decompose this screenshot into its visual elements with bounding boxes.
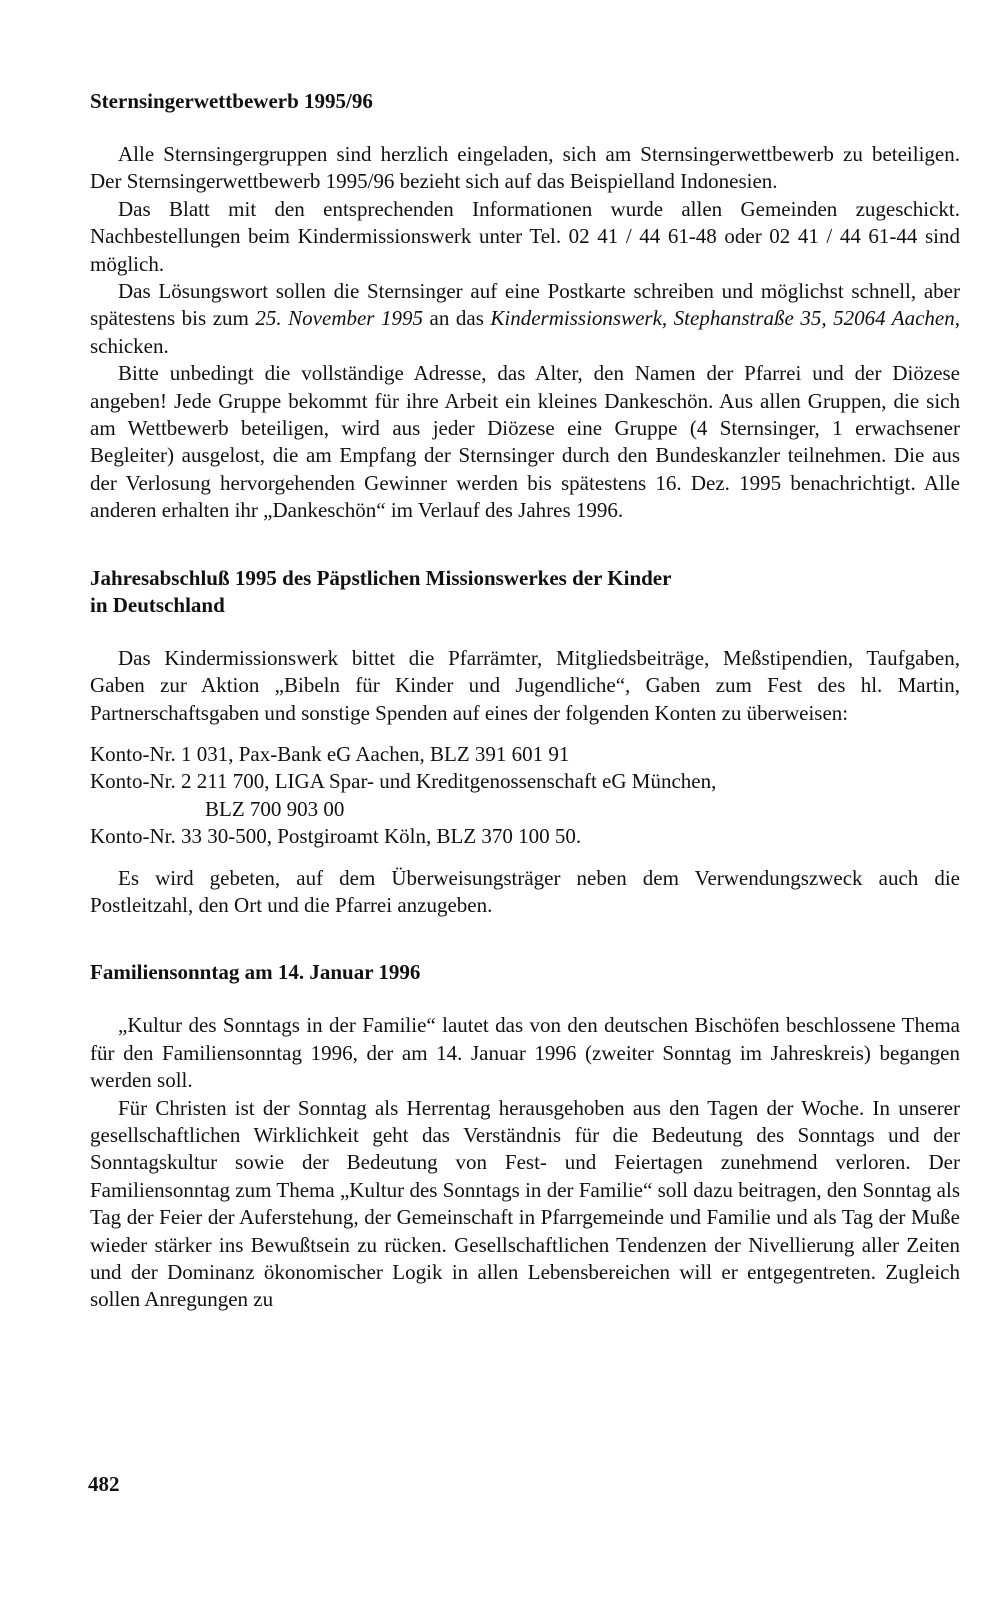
bank-account: Konto-Nr. 1 031, Pax-Bank eG Aachen, BLZ 391 601 91 [90, 741, 570, 766]
section-sternsingerwettbewerb [90, 88, 960, 525]
deadline-date: 25. November 1995 [255, 306, 423, 331]
section-familiensonntag [90, 959, 960, 1313]
section-jahresabschluss [90, 565, 960, 920]
paragraph: Alle Sternsingergruppen sind herzlich eingeladen, sich am Sternsingerwettbewerb zu beteiligen. Der Sternsingerwettbewerb 1995/96 bezieht sich auf das Beispielland Indonesien. [90, 142, 960, 194]
heading-line: in Deutschland [90, 592, 225, 617]
paragraph: Für Christen ist der Sonntag als Herrentag herausgehoben aus den Tagen der Woche. In unserer gesellschaftlichen Wirklichkeit geht das Verständnis für die Bedeutung des Sonntags und der Sonntagskultur sowie der Bedeutung von Fest- und Feiertagen zunehmend verloren. Der Familiensonntag zum Thema „Kultur des Sonntags in der Familie“ soll dazu beitragen, den Sonntag als Tag der Feier der Auferstehung, der Gemeinschaft in Pfarrgemeinde und Familie und als Tag der Muße wieder stärker ins Bewußtsein zu rücken. Gesellschaftlichen Tendenzen der Nivellierung aller Zeiten und der Dominanz ökonomischer Logik in allen Lebensbereichen will er entgegentreten. Zugleich sollen Anregungen zu [90, 1095, 960, 1312]
text-run: an das [423, 306, 491, 331]
bank-account: Konto-Nr. 2 211 700, LIGA Spar- und Kreditgenossenschaft eG München, [90, 769, 717, 794]
paragraph [90, 278, 960, 360]
paragraph: Das Kindermissionswerk bittet die Pfarrämter, Mitgliedsbeiträge, Meßstipendien, Taufgaben, Gaben zur Aktion „Bibeln für Kinder und Jugendliche“, Gaben zum Fest des hl. Martin, Partnerschaftsgaben und sonstige Spenden auf eines der folgenden Konten zu überweisen: [90, 645, 960, 725]
paragraph: Es wird gebeten, auf dem Überweisungsträger neben dem Verwendungszweck auch die Postleitzahl, den Ort und die Pfarrei anzugeben. [90, 865, 960, 917]
bank-account: Konto-Nr. 33 30-500, Postgiroamt Köln, BLZ 370 100 50. [90, 824, 582, 849]
postal-address: Kindermissionswerk, Stephanstraße 35, 52064 Aachen, [490, 306, 960, 331]
section-heading [90, 565, 960, 619]
bank-accounts-list [90, 741, 960, 851]
section-heading: Sternsingerwettbewerb 1995/96 [90, 89, 373, 113]
paragraph: Bitte unbedingt die vollständige Adresse, das Alter, den Namen der Pfarrei und der Diözese angeben! Jede Gruppe bekommt für ihre Arbeit ein kleines Dankeschön. Aus allen Gruppen, die sich am Wettbewerb beteiligen, wird aus jeder Diözese eine Gruppe (4 Sternsinger, 1 erwachsener Begleiter) ausgelost, die am Empfang der Sternsinger durch den Bundeskanzler teilnehmen. Die aus der Verlosung hervorgehenden Gewinner werden bis spätestens 16. Dez. 1995 benachrichtigt. Alle anderen erhalten ihr „Dankeschön“ im Verlauf des Jahres 1996. [90, 361, 960, 523]
text-run: schicken. [90, 333, 169, 358]
heading-line: Jahresabschluß 1995 des Päpstlichen Missionswerkes der Kinder [90, 565, 672, 590]
text-run: Das Lösungswort sollen die Sternsinger auf eine Postkarte schreiben und möglichst schnell, aber spätestens bis zum [90, 279, 960, 331]
bank-account-continuation: BLZ 700 903 00 [205, 796, 345, 821]
paragraph: „Kultur des Sonntags in der Familie“ lautet das von den deutschen Bischöfen beschlossene Thema für den Familiensonntag 1996, der am 14. Januar 1996 (zweiter Sonntag im Jahreskreis) begangen werden soll. [90, 1013, 960, 1093]
paragraph: Das Blatt mit den entsprechenden Informationen wurde allen Gemeinden zugeschickt. Nachbestellungen beim Kindermissionswerk unter Tel. 02 41 / 44 61-48 oder 02 41 / 44 61-44 sind möglich. [90, 196, 960, 276]
page-number: 482 [88, 1472, 120, 1496]
section-heading: Familiensonntag am 14. Januar 1996 [90, 960, 421, 985]
